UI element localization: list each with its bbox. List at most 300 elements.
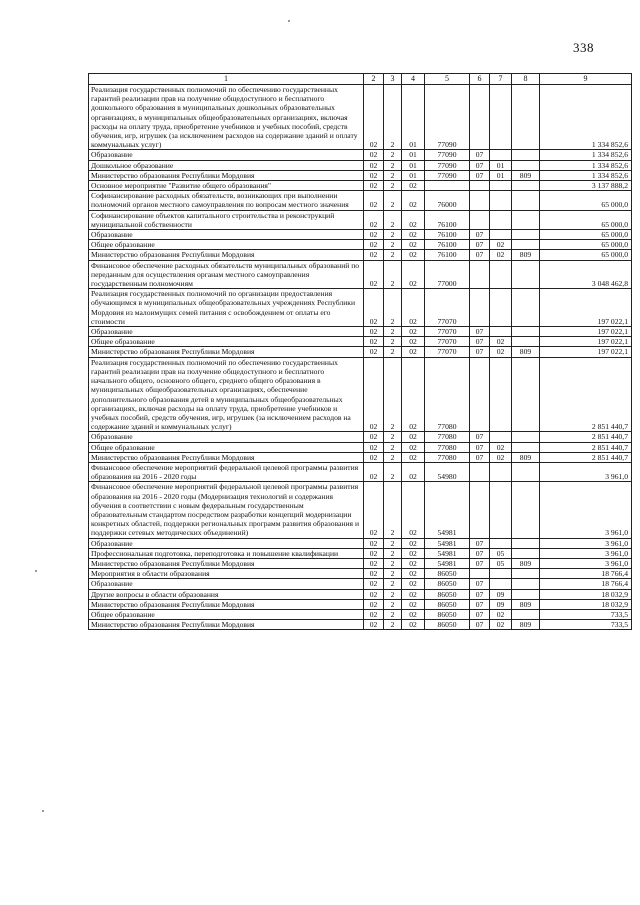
- row-name: Образование: [89, 432, 364, 442]
- header-cell-2: 2: [364, 74, 384, 85]
- code-cell-c2: 02: [364, 240, 384, 250]
- code-cell-c2: 02: [364, 432, 384, 442]
- code-cell-c5: 77090: [425, 85, 470, 150]
- scan-speck: [35, 570, 37, 572]
- code-cell-c7: 02: [490, 250, 512, 260]
- code-cell-c5: 76100: [425, 210, 470, 229]
- table-row: [89, 191, 632, 210]
- code-cell-c6: [470, 482, 490, 538]
- code-cell-c2: 02: [364, 589, 384, 599]
- code-cell-c2: 02: [364, 462, 384, 481]
- code-cell-c5: 76000: [425, 191, 470, 210]
- code-cell-c7: [490, 150, 512, 160]
- table-row: [89, 210, 632, 229]
- code-cell-c4: 02: [402, 289, 425, 327]
- row-name: Образование: [89, 150, 364, 160]
- code-cell-c8: [512, 260, 540, 289]
- code-cell-c6: 07: [470, 538, 490, 548]
- header-cell-8: 8: [512, 74, 540, 85]
- code-cell-c2: 02: [364, 452, 384, 462]
- row-name: Министерство образования Республики Мордовия: [89, 558, 364, 568]
- row-name: Министерство образования Республики Мордовия: [89, 347, 364, 357]
- table-row: [89, 589, 632, 599]
- table-row: [89, 599, 632, 609]
- code-cell-c6: 07: [470, 240, 490, 250]
- code-cell-c3: 2: [384, 432, 402, 442]
- code-cell-c5: 86050: [425, 589, 470, 599]
- code-cell-c6: [470, 462, 490, 481]
- amount-cell: 2 851 440,7: [540, 452, 632, 462]
- code-cell-c5: 76100: [425, 240, 470, 250]
- code-cell-c8: 809: [512, 620, 540, 630]
- code-cell-c3: 2: [384, 289, 402, 327]
- amount-cell: 197 022,1: [540, 347, 632, 357]
- code-cell-c4: 02: [402, 589, 425, 599]
- amount-cell: 2 851 440,7: [540, 442, 632, 452]
- row-name: Софинансирование объектов капитального строительства и реконструкций муниципальной собственности: [89, 210, 364, 229]
- row-name: Финансовое обеспечение мероприятий федеральной целевой программы развития образования на 2016 - 2020 годы (Модернизация технологий и содержания обучения в соответствии с новым федеральным государственным образовательным стандартом посредством разработки концепций модернизации конкретных областей, поддержки региональных программ развития образования и поддержки сетевых методических объединений): [89, 482, 364, 538]
- code-cell-c2: 02: [364, 210, 384, 229]
- code-cell-c3: 2: [384, 579, 402, 589]
- code-cell-c5: 54981: [425, 538, 470, 548]
- code-cell-c7: 09: [490, 589, 512, 599]
- code-cell-c4: 02: [402, 357, 425, 432]
- amount-cell: 197 022,1: [540, 327, 632, 337]
- amount-cell: 3 961,0: [540, 538, 632, 548]
- code-cell-c8: [512, 240, 540, 250]
- code-cell-c7: [490, 230, 512, 240]
- code-cell-c8: [512, 191, 540, 210]
- row-name: Министерство образования Республики Мордовия: [89, 170, 364, 180]
- code-cell-c5: 77080: [425, 442, 470, 452]
- code-cell-c8: [512, 432, 540, 442]
- code-cell-c8: [512, 609, 540, 619]
- code-cell-c8: 809: [512, 599, 540, 609]
- table-row: [89, 181, 632, 191]
- row-name: Дошкольное образование: [89, 160, 364, 170]
- amount-cell: 3 048 462,8: [540, 260, 632, 289]
- table-row: [89, 442, 632, 452]
- code-cell-c2: 02: [364, 85, 384, 150]
- code-cell-c8: [512, 337, 540, 347]
- table-header: [89, 74, 632, 85]
- code-cell-c2: 02: [364, 160, 384, 170]
- row-name: Министерство образования Республики Мордовия: [89, 452, 364, 462]
- table-row: [89, 609, 632, 619]
- code-cell-c7: [490, 538, 512, 548]
- code-cell-c6: 07: [470, 337, 490, 347]
- code-cell-c8: [512, 442, 540, 452]
- row-name: Общее образование: [89, 609, 364, 619]
- header-row: [89, 74, 632, 85]
- table-body: [89, 85, 632, 630]
- code-cell-c4: 01: [402, 85, 425, 150]
- code-cell-c6: 07: [470, 230, 490, 240]
- code-cell-c2: 02: [364, 327, 384, 337]
- row-name: Образование: [89, 230, 364, 240]
- header-cell-9: 9: [540, 74, 632, 85]
- table-row: [89, 240, 632, 250]
- amount-cell: 2 851 440,7: [540, 432, 632, 442]
- code-cell-c5: 86050: [425, 579, 470, 589]
- code-cell-c6: 07: [470, 150, 490, 160]
- code-cell-c4: 01: [402, 160, 425, 170]
- row-name: Образование: [89, 327, 364, 337]
- amount-cell: 3 961,0: [540, 482, 632, 538]
- code-cell-c4: 02: [402, 548, 425, 558]
- code-cell-c4: 02: [402, 599, 425, 609]
- code-cell-c8: [512, 327, 540, 337]
- code-cell-c6: 07: [470, 589, 490, 599]
- row-name: Министерство образования Республики Мордовия: [89, 250, 364, 260]
- code-cell-c4: 02: [402, 191, 425, 210]
- amount-cell: 1 334 852,6: [540, 170, 632, 180]
- code-cell-c4: 01: [402, 150, 425, 160]
- code-cell-c6: 07: [470, 432, 490, 442]
- code-cell-c7: 02: [490, 347, 512, 357]
- code-cell-c4: 02: [402, 579, 425, 589]
- code-cell-c4: 02: [402, 482, 425, 538]
- code-cell-c2: 02: [364, 569, 384, 579]
- table-row: [89, 347, 632, 357]
- code-cell-c3: 2: [384, 191, 402, 210]
- row-name: Образование: [89, 579, 364, 589]
- code-cell-c6: 07: [470, 452, 490, 462]
- table-row: [89, 432, 632, 442]
- code-cell-c4: 02: [402, 462, 425, 481]
- code-cell-c2: 02: [364, 230, 384, 240]
- code-cell-c7: [490, 462, 512, 481]
- code-cell-c4: 02: [402, 452, 425, 462]
- code-cell-c4: 02: [402, 230, 425, 240]
- code-cell-c4: 02: [402, 558, 425, 568]
- table-row: [89, 482, 632, 538]
- code-cell-c5: 77090: [425, 160, 470, 170]
- code-cell-c6: 07: [470, 160, 490, 170]
- code-cell-c6: [470, 181, 490, 191]
- header-cell-5: 5: [425, 74, 470, 85]
- row-name: Общее образование: [89, 442, 364, 452]
- code-cell-c3: 2: [384, 337, 402, 347]
- row-name: Финансовое обеспечение мероприятий федеральной целевой программы развития образования на 2016 - 2020 годы: [89, 462, 364, 481]
- code-cell-c4: 02: [402, 538, 425, 548]
- table-row: [89, 150, 632, 160]
- code-cell-c2: 02: [364, 337, 384, 347]
- row-name: Общее образование: [89, 337, 364, 347]
- code-cell-c8: [512, 210, 540, 229]
- amount-cell: 3 137 888,2: [540, 181, 632, 191]
- code-cell-c7: [490, 482, 512, 538]
- code-cell-c7: [490, 210, 512, 229]
- code-cell-c3: 2: [384, 548, 402, 558]
- code-cell-c4: 02: [402, 240, 425, 250]
- code-cell-c8: [512, 579, 540, 589]
- code-cell-c6: [470, 569, 490, 579]
- code-cell-c8: [512, 85, 540, 150]
- row-name: Общее образование: [89, 240, 364, 250]
- code-cell-c7: 05: [490, 548, 512, 558]
- code-cell-c6: [470, 210, 490, 229]
- code-cell-c8: [512, 357, 540, 432]
- amount-cell: 65 000,0: [540, 250, 632, 260]
- code-cell-c3: 2: [384, 569, 402, 579]
- table-row: [89, 558, 632, 568]
- code-cell-c2: 02: [364, 579, 384, 589]
- code-cell-c2: 02: [364, 538, 384, 548]
- row-name: Финансовое обеспечение расходных обязательств муниципальных образований по переданным для осуществления органам местного самоуправления государственным полномочиям: [89, 260, 364, 289]
- header-cell-4: 4: [402, 74, 425, 85]
- code-cell-c6: 07: [470, 347, 490, 357]
- code-cell-c8: 809: [512, 452, 540, 462]
- code-cell-c8: [512, 482, 540, 538]
- code-cell-c8: [512, 181, 540, 191]
- amount-cell: 1 334 852,6: [540, 85, 632, 150]
- code-cell-c3: 2: [384, 327, 402, 337]
- code-cell-c4: 02: [402, 432, 425, 442]
- code-cell-c4: 02: [402, 210, 425, 229]
- code-cell-c6: 07: [470, 327, 490, 337]
- code-cell-c6: 07: [470, 599, 490, 609]
- code-cell-c4: 02: [402, 620, 425, 630]
- code-cell-c8: [512, 569, 540, 579]
- code-cell-c5: 77070: [425, 289, 470, 327]
- code-cell-c2: 02: [364, 260, 384, 289]
- table-row: [89, 250, 632, 260]
- amount-cell: 65 000,0: [540, 191, 632, 210]
- code-cell-c4: 02: [402, 260, 425, 289]
- table-row: [89, 289, 632, 327]
- table-row: [89, 85, 632, 150]
- code-cell-c5: 77090: [425, 170, 470, 180]
- code-cell-c5: 54980: [425, 462, 470, 481]
- code-cell-c7: [490, 579, 512, 589]
- scan-speck: [288, 20, 290, 22]
- code-cell-c2: 02: [364, 150, 384, 160]
- code-cell-c3: 2: [384, 260, 402, 289]
- table-row: [89, 337, 632, 347]
- row-name: Профессиональная подготовка, переподготовка и повышение квалификации: [89, 548, 364, 558]
- code-cell-c3: 2: [384, 240, 402, 250]
- row-name: Реализация государственных полномочий по организации предоставления обучающимся в муниципальных общеобразовательных учреждениях Республики Мордовия из малоимущих семей питания с освобождением от оплаты его стоимости: [89, 289, 364, 327]
- amount-cell: 18 766,4: [540, 569, 632, 579]
- code-cell-c6: 07: [470, 620, 490, 630]
- code-cell-c5: 77070: [425, 337, 470, 347]
- code-cell-c5: 86050: [425, 599, 470, 609]
- code-cell-c7: [490, 181, 512, 191]
- code-cell-c2: 02: [364, 357, 384, 432]
- budget-table-container: [88, 73, 628, 630]
- row-name: Основное мероприятие "Развитие общего образования": [89, 181, 364, 191]
- code-cell-c6: 07: [470, 579, 490, 589]
- code-cell-c5: [425, 181, 470, 191]
- code-cell-c6: [470, 85, 490, 150]
- header-cell-3: 3: [384, 74, 402, 85]
- code-cell-c8: 809: [512, 347, 540, 357]
- code-cell-c7: [490, 432, 512, 442]
- code-cell-c8: [512, 589, 540, 599]
- code-cell-c6: 07: [470, 442, 490, 452]
- code-cell-c2: 02: [364, 442, 384, 452]
- code-cell-c5: 54981: [425, 548, 470, 558]
- code-cell-c5: 77080: [425, 357, 470, 432]
- code-cell-c3: 2: [384, 452, 402, 462]
- amount-cell: 1 334 852,6: [540, 160, 632, 170]
- code-cell-c8: 809: [512, 170, 540, 180]
- code-cell-c8: [512, 230, 540, 240]
- code-cell-c7: [490, 191, 512, 210]
- table-row: [89, 548, 632, 558]
- table-row: [89, 579, 632, 589]
- table-row: [89, 357, 632, 432]
- row-name: Софинансирование расходных обязательств, возникающих при выполнении полномочий органов местного самоуправления по вопросам местного значения: [89, 191, 364, 210]
- amount-cell: 18 032,9: [540, 589, 632, 599]
- code-cell-c3: 2: [384, 609, 402, 619]
- table-row: [89, 170, 632, 180]
- code-cell-c2: 02: [364, 347, 384, 357]
- code-cell-c2: 02: [364, 289, 384, 327]
- code-cell-c7: [490, 260, 512, 289]
- amount-cell: 733,5: [540, 609, 632, 619]
- code-cell-c4: 02: [402, 337, 425, 347]
- table-row: [89, 160, 632, 170]
- code-cell-c5: 77090: [425, 150, 470, 160]
- header-cell-6: 6: [470, 74, 490, 85]
- code-cell-c6: 07: [470, 170, 490, 180]
- code-cell-c7: 05: [490, 558, 512, 568]
- code-cell-c5: 86050: [425, 569, 470, 579]
- table-row: [89, 327, 632, 337]
- code-cell-c3: 2: [384, 538, 402, 548]
- header-cell-7: 7: [490, 74, 512, 85]
- code-cell-c5: 76100: [425, 230, 470, 240]
- code-cell-c4: 02: [402, 181, 425, 191]
- code-cell-c2: 02: [364, 181, 384, 191]
- row-name: Мероприятия в области образования: [89, 569, 364, 579]
- code-cell-c3: 2: [384, 462, 402, 481]
- code-cell-c2: 02: [364, 170, 384, 180]
- code-cell-c3: 2: [384, 620, 402, 630]
- code-cell-c6: 07: [470, 609, 490, 619]
- amount-cell: 3 961,0: [540, 558, 632, 568]
- code-cell-c3: 2: [384, 250, 402, 260]
- table-row: [89, 569, 632, 579]
- code-cell-c3: 2: [384, 558, 402, 568]
- code-cell-c7: 02: [490, 620, 512, 630]
- code-cell-c4: 02: [402, 347, 425, 357]
- code-cell-c4: 02: [402, 569, 425, 579]
- amount-cell: 197 022,1: [540, 337, 632, 347]
- code-cell-c7: 02: [490, 240, 512, 250]
- code-cell-c6: [470, 289, 490, 327]
- code-cell-c8: [512, 289, 540, 327]
- code-cell-c3: 2: [384, 181, 402, 191]
- table-row: [89, 452, 632, 462]
- code-cell-c6: [470, 357, 490, 432]
- code-cell-c8: [512, 538, 540, 548]
- code-cell-c7: 02: [490, 452, 512, 462]
- table-row: [89, 620, 632, 630]
- amount-cell: 3 961,0: [540, 548, 632, 558]
- code-cell-c3: 2: [384, 85, 402, 150]
- row-name: Другие вопросы в области образования: [89, 589, 364, 599]
- row-name: Реализация государственных полномочий по обеспечению государственных гарантий реализации прав на получение общедоступного и бесплатного дошкольного образования в муниципальных дошкольных образовательных организациях, в муниципальных общеобразовательных организациях, включая расходы на оплату труда, приобретение учебников и учебных пособий, средств обучения, игр, игрушек (за исключением расходов на содержание зданий и оплату коммунальных услуг): [89, 85, 364, 150]
- code-cell-c6: 07: [470, 548, 490, 558]
- amount-cell: 18 766,4: [540, 579, 632, 589]
- code-cell-c3: 2: [384, 210, 402, 229]
- code-cell-c3: 2: [384, 347, 402, 357]
- table-row: [89, 462, 632, 481]
- code-cell-c7: [490, 327, 512, 337]
- code-cell-c5: 77000: [425, 260, 470, 289]
- scan-speck: [42, 810, 44, 812]
- code-cell-c7: 01: [490, 160, 512, 170]
- code-cell-c3: 2: [384, 357, 402, 432]
- table-row: [89, 260, 632, 289]
- code-cell-c4: 02: [402, 442, 425, 452]
- row-name: Министерство образования Республики Мордовия: [89, 599, 364, 609]
- code-cell-c3: 2: [384, 442, 402, 452]
- amount-cell: 2 851 440,7: [540, 357, 632, 432]
- code-cell-c8: [512, 150, 540, 160]
- amount-cell: 3 961,0: [540, 462, 632, 481]
- code-cell-c3: 2: [384, 170, 402, 180]
- code-cell-c5: 86050: [425, 620, 470, 630]
- code-cell-c3: 2: [384, 482, 402, 538]
- code-cell-c6: [470, 191, 490, 210]
- code-cell-c7: 02: [490, 337, 512, 347]
- code-cell-c5: 77080: [425, 432, 470, 442]
- amount-cell: 18 032,9: [540, 599, 632, 609]
- code-cell-c7: [490, 289, 512, 327]
- table-row: [89, 230, 632, 240]
- code-cell-c2: 02: [364, 482, 384, 538]
- code-cell-c3: 2: [384, 589, 402, 599]
- code-cell-c5: 54981: [425, 482, 470, 538]
- amount-cell: 1 334 852,6: [540, 150, 632, 160]
- code-cell-c5: 77070: [425, 327, 470, 337]
- code-cell-c4: 02: [402, 250, 425, 260]
- code-cell-c6: 07: [470, 558, 490, 568]
- code-cell-c5: 76100: [425, 250, 470, 260]
- code-cell-c7: 02: [490, 609, 512, 619]
- row-name: Реализация государственных полномочий по обеспечению государственных гарантий реализации прав на получение общедоступного и бесплатного начального общего, основного общего, среднего общего образования в муниципальных общеобразовательных организациях, обеспечение дополнительного образования детей в муниципальных общеобразовательных организациях, включая расходы на оплату труда, приобретение учебников и учебных пособий, средств обучения, игр, игрушек (за исключением расходов на содержание зданий и коммунальных услуг): [89, 357, 364, 432]
- code-cell-c3: 2: [384, 160, 402, 170]
- code-cell-c5: 77080: [425, 452, 470, 462]
- code-cell-c3: 2: [384, 599, 402, 609]
- code-cell-c7: 09: [490, 599, 512, 609]
- row-name: Образование: [89, 538, 364, 548]
- code-cell-c4: 01: [402, 170, 425, 180]
- code-cell-c2: 02: [364, 599, 384, 609]
- code-cell-c8: 809: [512, 558, 540, 568]
- code-cell-c8: [512, 160, 540, 170]
- amount-cell: 733,5: [540, 620, 632, 630]
- code-cell-c2: 02: [364, 620, 384, 630]
- code-cell-c2: 02: [364, 609, 384, 619]
- code-cell-c7: [490, 357, 512, 432]
- code-cell-c2: 02: [364, 250, 384, 260]
- code-cell-c6: [470, 260, 490, 289]
- code-cell-c7: [490, 569, 512, 579]
- code-cell-c3: 2: [384, 150, 402, 160]
- code-cell-c5: 77070: [425, 347, 470, 357]
- budget-table: [88, 73, 632, 630]
- code-cell-c8: 809: [512, 250, 540, 260]
- amount-cell: 65 000,0: [540, 230, 632, 240]
- code-cell-c6: 07: [470, 250, 490, 260]
- code-cell-c4: 02: [402, 609, 425, 619]
- code-cell-c2: 02: [364, 191, 384, 210]
